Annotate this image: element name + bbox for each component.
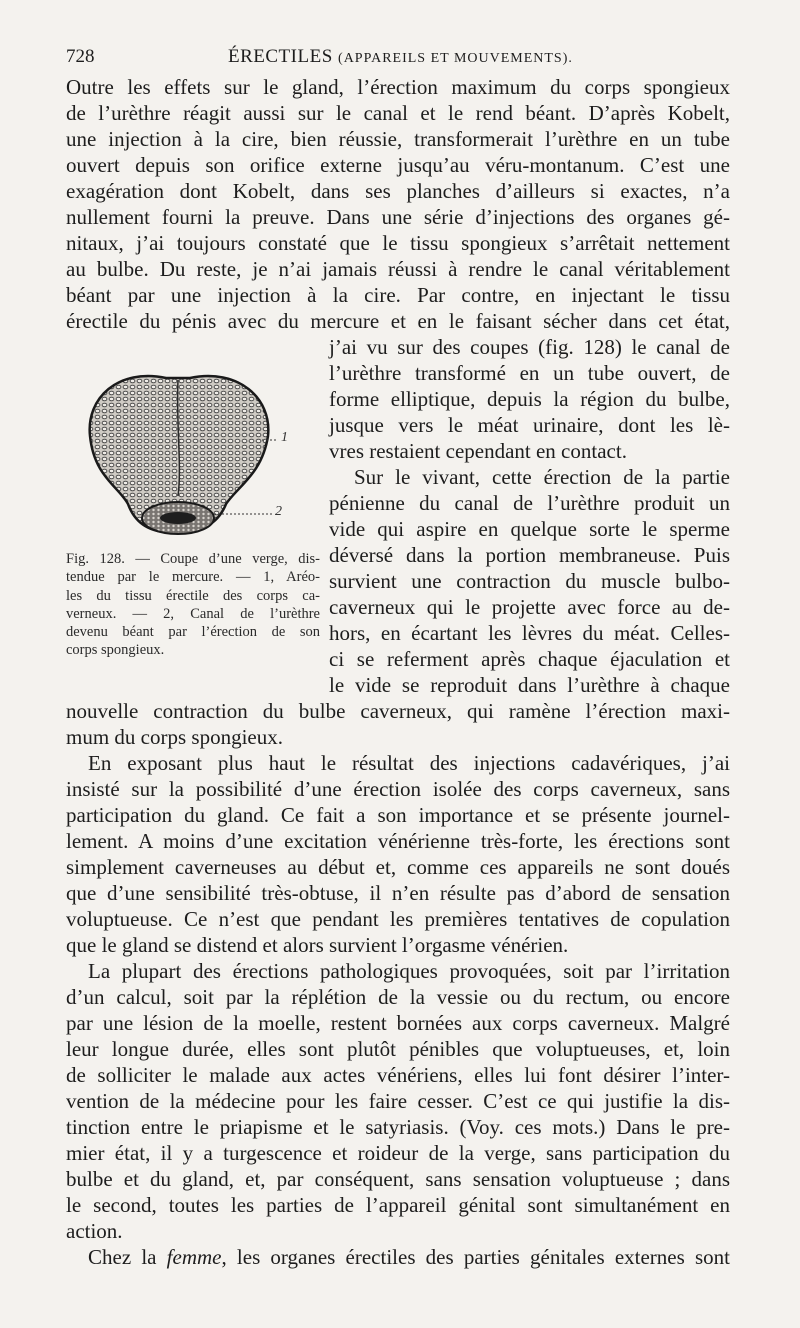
text-line: une injection à la cire, bien réussie, transformerait l’urèthre en un tube bbox=[66, 127, 730, 151]
caption-line: verneux. — 2, Canal de l’urèthre bbox=[66, 605, 320, 622]
text-line: que d’une sensibilité très-obtuse, il n’en résulte pas d’abord de sensation bbox=[66, 881, 730, 905]
text-line: par une lésion de la moelle, restent bornées aux corps caverneux. Malgré bbox=[66, 1011, 730, 1035]
text-line: d’un calcul, soit par la réplétion de la vessie ou du rectum, ou encore bbox=[66, 985, 730, 1009]
text-line: Sur le vivant, cette érection de la partie bbox=[354, 465, 730, 489]
figure-label-1: 1 bbox=[281, 430, 288, 445]
text-line: tinction entre le priapisme et le satyriasis. (Voy. ces mots.) Dans le pre- bbox=[66, 1115, 730, 1139]
text-line: Outre les effets sur le gland, l’érection maximum du corps spongieux bbox=[66, 75, 730, 99]
caption-line: tendue par le mercure. — 1, Aréo- bbox=[66, 569, 320, 586]
caption-line: devenu béant par l’érection de son bbox=[66, 624, 320, 641]
text-line: En exposant plus haut le résultat des injections cadavériques, j’ai bbox=[88, 751, 730, 775]
page-number: 728 bbox=[66, 46, 95, 67]
text-line: action. bbox=[66, 1219, 123, 1243]
text-line: bulbe et du gland, et, par conséquent, sans sensation voluptueuse ; dans bbox=[66, 1167, 730, 1191]
urethral-canal bbox=[160, 512, 196, 524]
text-line: de l’urèthre réagit aussi sur le canal et le rend béant. D’après Kobelt, bbox=[66, 101, 730, 125]
figure-caption bbox=[66, 550, 320, 660]
text-line: vres restaient cependant en contact. bbox=[329, 439, 627, 463]
text-line: survient une contraction du muscle bulbo- bbox=[329, 569, 730, 593]
text-line: ouvert depuis son orifice externe jusqu’au véru-montanum. C’est une bbox=[66, 153, 730, 177]
text-line: que le gland se distend et alors survient l’orgasme vénérien. bbox=[66, 933, 569, 957]
text-line: caverneux qui le projette avec force au de- bbox=[329, 595, 730, 619]
text-line: forme elliptique, depuis la région du bulbe, bbox=[329, 387, 730, 411]
text-line: érectile du pénis avec du mercure et en le faisant sécher dans cet état, bbox=[66, 309, 730, 333]
text-line: j’ai vu sur des coupes (fig. 128) le canal de bbox=[329, 335, 730, 359]
running-title-sub: (APPAREILS ET MOUVEMENTS). bbox=[338, 51, 573, 66]
caption-line: les du tissu érectile des corps ca- bbox=[66, 587, 320, 604]
caption-line: Fig. 128. — Coupe d’une verge, dis- bbox=[66, 551, 320, 567]
text-line: déversé dans la portion membraneuse. Puis bbox=[329, 543, 730, 567]
text-line: vention de la médecine pour les faire cesser. C’est ce qui justifie la dis- bbox=[66, 1089, 730, 1113]
text-line: exagération dont Kobelt, dans ses planches d’ailleurs si exactes, n’a bbox=[66, 179, 730, 203]
text-line: nouvelle contraction du bulbe caverneux, qui ramène l’érection maxi- bbox=[66, 699, 730, 723]
text-line: de solliciter le malade aux actes vénériens, elles lui font désirer l’inter- bbox=[66, 1063, 730, 1087]
text-line: jusque vers le méat urinaire, dont les lè- bbox=[329, 413, 730, 437]
text-line: le second, toutes les parties de l’appareil génital sont simultanément en bbox=[66, 1193, 730, 1217]
text-line: La plupart des érections pathologiques provoquées, soit par l’irritation bbox=[88, 959, 730, 983]
running-title bbox=[228, 46, 573, 68]
text-line: Chez la femme, les organes érectiles des parties génitales externes sont bbox=[88, 1245, 730, 1269]
text-line: mum du corps spongieux. bbox=[66, 725, 283, 749]
text-line: simplement caverneuses au début et, comme ces appareils ne sont doués bbox=[66, 855, 730, 879]
text-line: lement. A moins d’une excitation vénérienne très-forte, les érections sont bbox=[66, 829, 730, 853]
text-line: participation du gland. Ce fait a son importance et se présente journel- bbox=[66, 803, 730, 827]
text-line: béant par une injection à la cire. Par contre, en injectant le tissu bbox=[66, 283, 730, 307]
text-line: nullement fourni la preuve. Dans une série d’injections des organes gé- bbox=[66, 205, 730, 229]
page-header bbox=[66, 46, 730, 76]
running-title-main: ÉRECTILES bbox=[228, 46, 333, 67]
text-line: hors, en écartant les lèvres du méat. Celles- bbox=[329, 621, 730, 645]
figure-label-2: 2 bbox=[275, 504, 282, 519]
text-line: nitaux, j’ai toujours constaté que le tissu spongieux s’arrêtait nettement bbox=[66, 231, 730, 255]
text-line: le vide se reproduit dans l’urèthre à chaque bbox=[329, 673, 730, 697]
text-line: l’urèthre transformé en un tube ouvert, de bbox=[329, 361, 730, 385]
text-line: au bulbe. Du reste, je n’ai jamais réussi à rendre le canal véritablement bbox=[66, 257, 730, 281]
text-line: mier état, il y a turgescence et roideur de la verge, sans participation du bbox=[66, 1141, 730, 1165]
text-line: leur longue durée, elles sont plutôt pénibles que voluptueuses, et, loin bbox=[66, 1037, 730, 1061]
caption-line: corps spongieux. bbox=[66, 642, 165, 659]
text-line: pénienne du canal de l’urèthre produit un bbox=[329, 491, 730, 515]
text-line: ci se referment après chaque éjaculation et bbox=[329, 647, 730, 671]
text-line: insisté sur la possibilité d’une érection isolée des corps caverneux, sans bbox=[66, 777, 730, 801]
text-line: voluptueuse. Ce n’est que pendant les premières tentatives de copulation bbox=[66, 907, 730, 931]
text-line: vide qui aspire en quelque sorte le sperme bbox=[329, 517, 730, 541]
